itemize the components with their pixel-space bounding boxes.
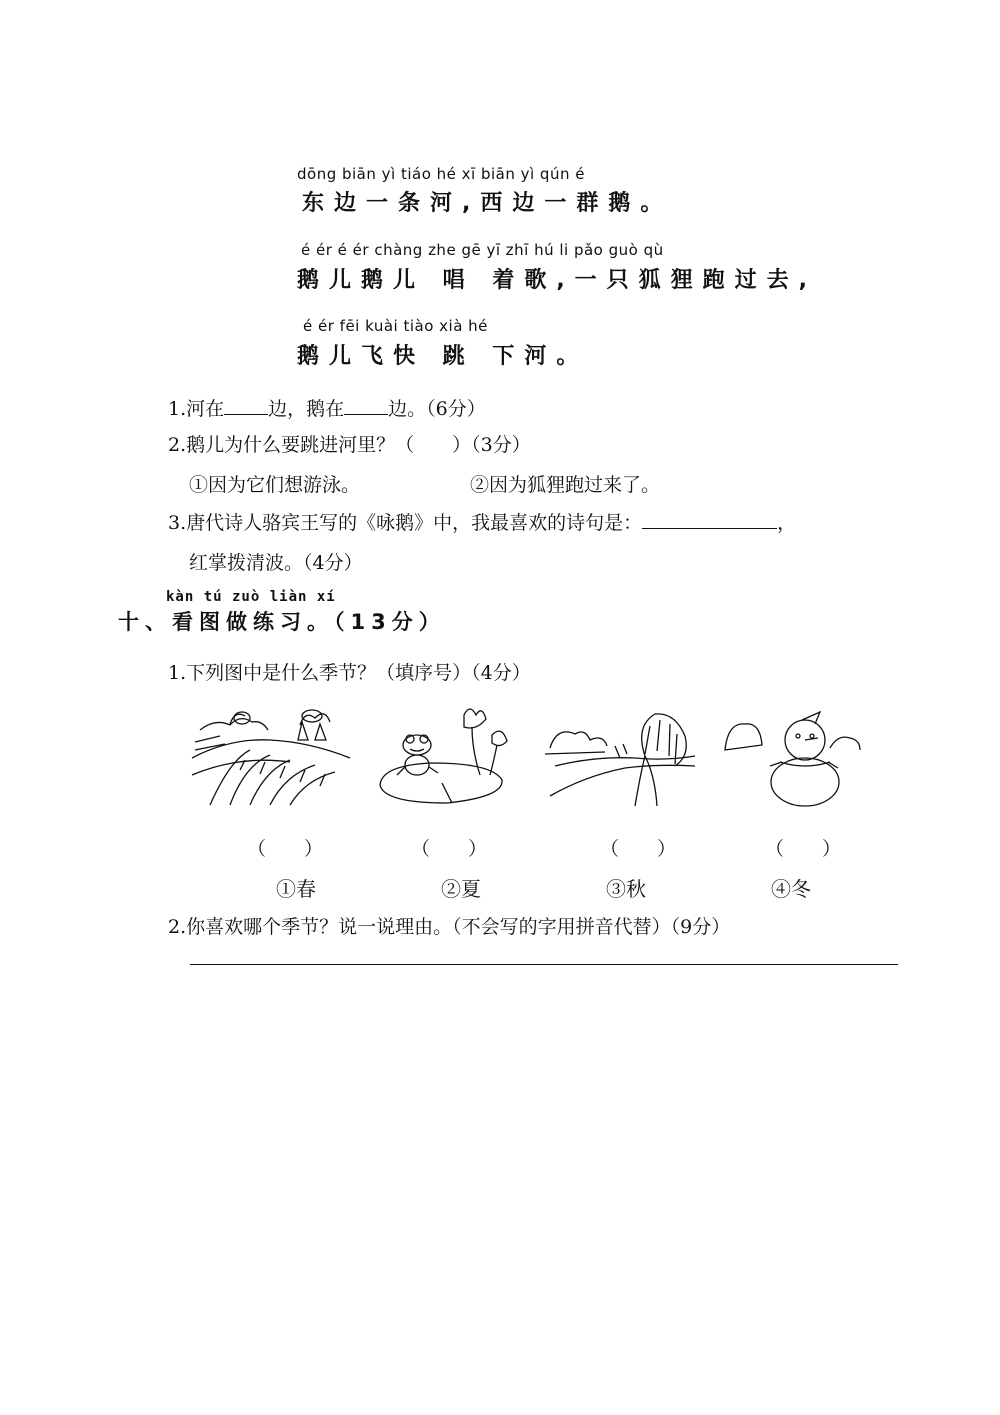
question-3-part-b: ， (777, 512, 797, 534)
section-10-question-1: 1.下列图中是什么季节？（填序号）（4分） (168, 662, 531, 684)
poem-line1-hanzi: 东边一条河,西边一群鹅。 (302, 191, 673, 216)
season-option-autumn: ③秋 (606, 877, 646, 901)
question-2: 2.鹅儿为什么要跳进河里？（ ）（3分） (168, 434, 531, 456)
question-3-continued: 红掌拨清波。（4分） (189, 552, 363, 574)
question-1 (168, 394, 486, 421)
spring-picture (190, 700, 355, 810)
answer-paren-2[interactable]: （ ） (411, 838, 488, 860)
answer-blank-1[interactable] (224, 396, 268, 415)
poem-line2-pinyin: é ér é ér chàng zhe gē yī zhī hú li pǎo guò qù (301, 241, 664, 259)
answer-paren-1[interactable]: （ ） (247, 838, 324, 860)
answer-paren-3[interactable]: （ ） (600, 838, 677, 860)
section-10-pinyin: kàn tú zuò liàn xí (166, 589, 336, 605)
poem-line1-pinyin: dōng biān yì tiáo hé xī biān yì qún é (297, 165, 585, 183)
section-10-question-2: 2.你喜欢哪个季节？说一说理由。（不会写的字用拼音代替）（9分） (168, 916, 731, 938)
season-option-summer: ②夏 (441, 877, 481, 901)
season-option-winter: ④冬 (771, 877, 811, 901)
answer-blank-3[interactable] (642, 510, 777, 529)
autumn-picture (545, 706, 700, 816)
answer-paren-4[interactable]: （ ） (765, 838, 842, 860)
question-1-part-a: 1.河在 (168, 398, 225, 420)
question-1-part-c: 边。（6分） (388, 398, 486, 420)
question-3 (168, 508, 796, 535)
answer-blank-2[interactable] (344, 396, 388, 415)
winter-picture (720, 710, 875, 810)
poem-line3-pinyin: é ér fēi kuài tiào xià hé (303, 317, 488, 335)
poem-line3-hanzi: 鹅儿飞快 跳 下河。 (297, 344, 589, 369)
section-10-title: 十、看图做练习。（13分） (118, 610, 446, 634)
poem-line2-hanzi: 鹅儿鹅儿 唱 着歌,一只狐狸跑过去, (297, 268, 818, 293)
summer-picture (372, 705, 522, 815)
question-2-option-2: ②因为狐狸跑过来了。 (470, 474, 661, 496)
answer-writing-line[interactable] (190, 964, 898, 965)
question-2-option-1: ①因为它们想游泳。 (189, 474, 361, 496)
question-1-part-b: 边，鹅在 (268, 398, 345, 420)
season-option-spring: ①春 (276, 877, 316, 901)
question-3-part-a: 3.唐代诗人骆宾王写的《咏鹅》中，我最喜欢的诗句是： (168, 512, 643, 534)
